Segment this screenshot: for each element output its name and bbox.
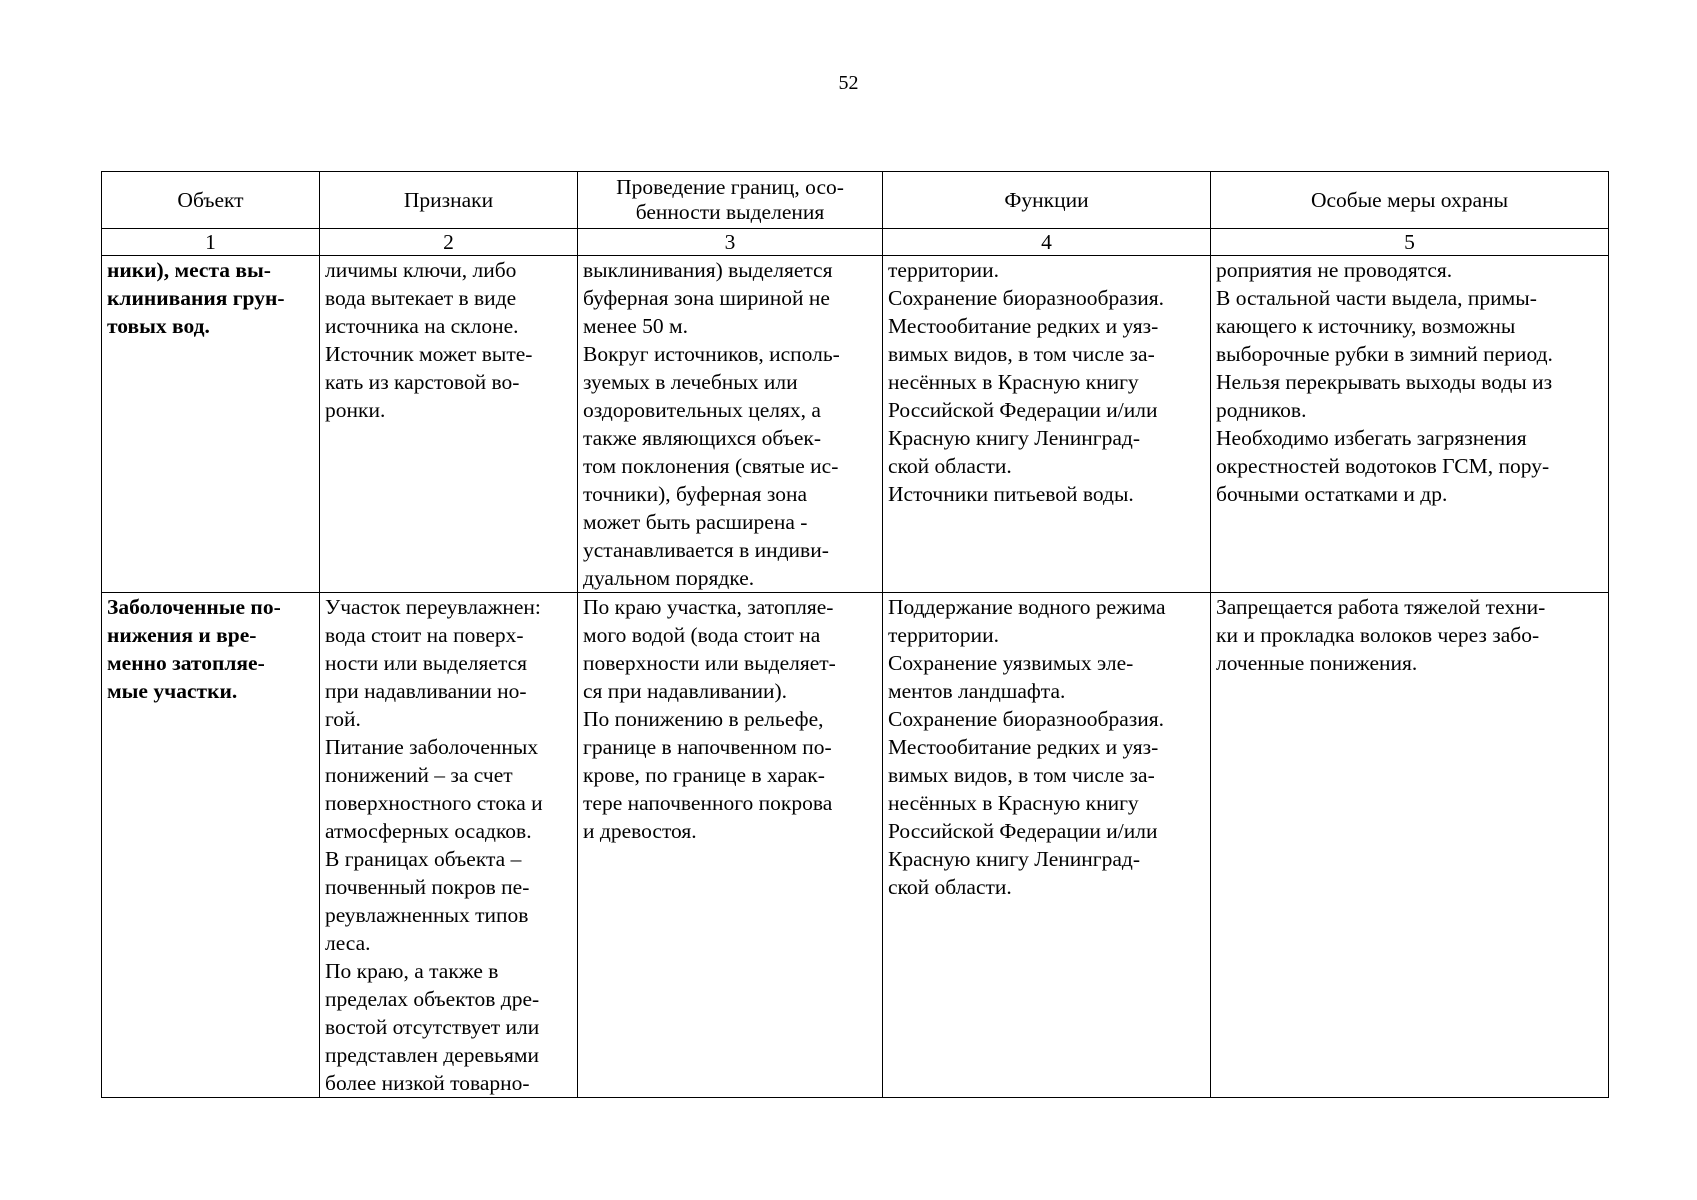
text-line: родников. [1216,398,1307,422]
text-line: тере напочвенного покрова [583,791,833,815]
document-table [101,171,1609,1098]
text-line: ники), места вы- [107,258,271,282]
text-line: Российской Федерации и/или [888,819,1158,843]
text-line: В остальной части выдела, примы- [1216,286,1537,310]
text-line: Участок переувлажнен: [325,595,541,619]
text-line: ронки. [325,398,386,422]
measures-cell [1211,593,1609,1098]
object-cell [102,593,320,1098]
text-line: атмосферных осадков. [325,819,532,843]
text-line: бочными остатками и др. [1216,482,1448,506]
text-line: Красную книгу Ленинград- [888,426,1140,450]
text-line: выборочные рубки в зимний период. [1216,342,1553,366]
text-line: территории. [888,258,999,282]
column-number: 2 [320,229,578,256]
text-line: Поддержание водного режима [888,595,1166,619]
text-line: также являющихся объек- [583,426,821,450]
column-number: 1 [102,229,320,256]
text-line: Местообитание редких и уяз- [888,314,1159,338]
text-line: роприятия не проводятся. [1216,258,1453,282]
column-number: 4 [883,229,1211,256]
text-line: крове, по границе в харак- [583,763,825,787]
table-row [102,256,1609,593]
text-line: вимых видов, в том числе за- [888,763,1155,787]
text-line: В границах объекта – [325,847,522,871]
column-number-row [102,229,1609,256]
text-line: По понижению в рельефе, [583,707,824,731]
text-line: ся при надавливании). [583,679,788,703]
text-line: лоченные понижения. [1216,651,1418,675]
text-line: вода стоит на поверх- [325,623,524,647]
text-line: понижений – за счет [325,763,513,787]
text-line: Источники питьевой воды. [888,482,1134,506]
text-line: менее 50 м. [583,314,688,338]
text-line: личимы ключи, либо [325,258,517,282]
text-line: Красную книгу Ленинград- [888,847,1140,871]
text-line: буферная зона шириной не [583,286,830,310]
text-line: представлен деревьями [325,1043,539,1067]
text-line: мого водой (вода стоит на [583,623,821,647]
text-line: зуемых в лечебных или [583,370,798,394]
text-line: Заболоченные по- [107,595,281,619]
text-line: том поклонения (святые ис- [583,454,839,478]
column-number: 3 [578,229,883,256]
text-line: устанавливается в индиви- [583,538,829,562]
text-line: ской области. [888,875,1012,899]
text-line: несённых в Красную книгу [888,370,1139,394]
text-line: клинивания грун- [107,286,285,310]
text-line: при надавливании но- [325,679,527,703]
text-line: вимых видов, в том числе за- [888,342,1155,366]
borders-cell [578,256,883,593]
text-line: почвенный покров пе- [325,875,530,899]
text-line: бенности выделения [635,200,825,224]
text-line: Питание заболоченных [325,735,539,759]
text-line: вода вытекает в виде [325,286,517,310]
text-line: более низкой товарно- [325,1071,530,1095]
text-line: территории. [888,623,999,647]
text-line: пределах объектов дре- [325,987,540,1011]
text-line: ской области. [888,454,1012,478]
header-borders [578,172,883,229]
text-line: востой отсутствует или [325,1015,540,1039]
header-signs [320,172,578,229]
text-line: поверхностного стока и [325,791,543,815]
text-line: Сохранение биоразнообразия. [888,707,1165,731]
text-line: Российской Федерации и/или [888,398,1158,422]
text-line: границе в напочвенном по- [583,735,832,759]
text-line: кающего к источнику, возможны [1216,314,1516,338]
text-line: Запрещается работа тяжелой техни- [1216,595,1546,619]
text-line: ности или выделяется [325,651,528,675]
header-functions [883,172,1211,229]
text-line: гой. [325,707,361,731]
object-cell [102,256,320,593]
header-object [102,172,320,229]
column-number: 5 [1211,229,1609,256]
page-number: 52 [838,72,859,94]
measures-cell [1211,256,1609,593]
signs-cell [320,256,578,593]
functions-cell [883,593,1211,1098]
text-line: Особые меры охраны [1310,187,1509,212]
text-line: Признаки [403,187,494,212]
functions-cell [883,256,1211,593]
text-line: Объект [177,187,244,212]
text-line: ки и прокладка волоков через забо- [1216,623,1540,647]
text-line: Вокруг источников, исполь- [583,342,840,366]
text-line: может быть расширена - [583,510,808,534]
text-line: По краю, а также в [325,959,499,983]
text-line: выклинивания) выделяется [583,258,833,282]
text-line: Функции [1004,187,1089,212]
text-line: поверхности или выделяет- [583,651,836,675]
text-line: несённых в Красную книгу [888,791,1139,815]
signs-cell [320,593,578,1098]
text-line: и древостоя. [583,819,697,843]
text-line: дуальном порядке. [583,566,755,590]
header-measures [1211,172,1609,229]
text-line: реувлажненных типов [325,903,529,927]
text-line: Проведение границ, осо- [616,175,844,199]
header-row [102,172,1609,229]
text-line: нижения и вре- [107,623,257,647]
text-line: Источник может выте- [325,342,533,366]
text-line: менно затопляе- [107,651,265,675]
text-line: точники), буферная зона [583,482,808,506]
text-line: источника на склоне. [325,314,519,338]
text-line: Сохранение уязвимых эле- [888,651,1134,675]
text-line: ментов ландшафта. [888,679,1066,703]
text-line: Сохранение биоразнообразия. [888,286,1165,310]
text-line: Необходимо избегать загрязнения [1216,426,1527,450]
text-line: окрестностей водотоков ГСМ, пору- [1216,454,1550,478]
text-line: леса. [325,931,371,955]
text-line: Нельзя перекрывать выходы воды из [1216,370,1553,394]
text-line: По краю участка, затопляе- [583,595,834,619]
text-line: Местообитание редких и уяз- [888,735,1159,759]
borders-cell [578,593,883,1098]
text-line: кать из карстовой во- [325,370,520,394]
table-row [102,593,1609,1098]
text-line: оздоровительных целях, а [583,398,821,422]
text-line: мые участки. [107,679,238,703]
text-line: товых вод. [107,314,210,338]
